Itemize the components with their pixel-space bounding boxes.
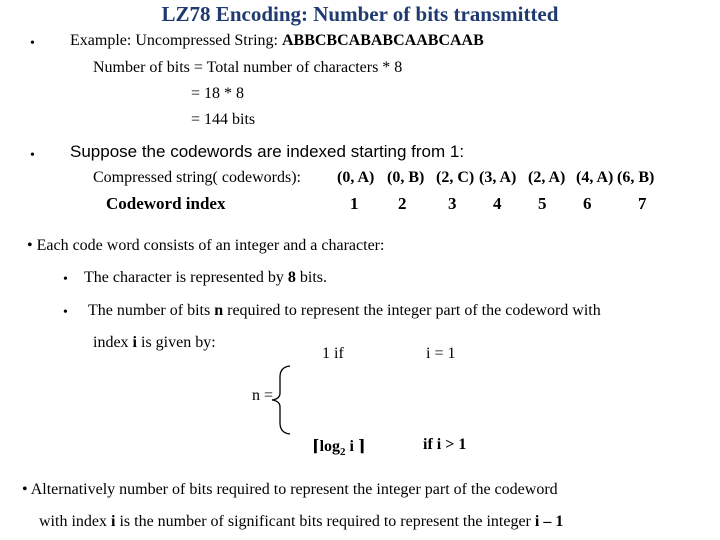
each-codeword-line: • Each code word consists of an integer and a character: bbox=[27, 237, 385, 254]
character-bits-line bbox=[84, 269, 327, 287]
example-string: ABBCBCABABCAABCAAB bbox=[281, 32, 484, 49]
codeword-index: 3 bbox=[448, 194, 457, 213]
case1-condition: i = 1 bbox=[426, 345, 456, 362]
codeword: (0, B) bbox=[387, 169, 425, 186]
var-i: i bbox=[111, 513, 116, 530]
suppose-text: Suppose the codewords are indexed starting from 1: bbox=[70, 142, 465, 161]
bullet: • bbox=[63, 305, 68, 320]
text: is given by: bbox=[137, 334, 216, 351]
codeword: (2, C) bbox=[436, 169, 475, 186]
example-label: Example: Uncompressed String: bbox=[70, 32, 278, 49]
text: bits. bbox=[295, 269, 328, 286]
text: The character is represented by bbox=[84, 269, 288, 286]
n-equals: n = bbox=[252, 387, 274, 404]
case1-value: 1 if bbox=[322, 345, 344, 362]
bullet: • bbox=[30, 148, 35, 163]
alternative-line-1: • Alternatively number of bits required to represent the integer part of the codeword bbox=[22, 481, 558, 498]
integer-bits-line-2 bbox=[93, 334, 216, 352]
i-minus-1: i – 1 bbox=[534, 513, 564, 530]
codeword-index: 5 bbox=[538, 194, 547, 213]
ceil-right: ⌉ bbox=[357, 438, 366, 455]
codeword: (0, A) bbox=[337, 169, 375, 186]
text: required to represent the integer part of the codeword with bbox=[223, 302, 601, 319]
left-brace-icon bbox=[270, 365, 296, 435]
codeword: (6, B) bbox=[617, 169, 655, 186]
text: is the number of significant bits required to represent the integer bbox=[115, 513, 535, 530]
log-text: log bbox=[319, 438, 341, 455]
codeword: (4, A) bbox=[576, 169, 614, 186]
page-title: LZ78 Encoding: Number of bits transmitted bbox=[161, 2, 559, 26]
text: The number of bits bbox=[88, 302, 215, 319]
example-line bbox=[70, 32, 484, 50]
codeword-index: 7 bbox=[638, 194, 647, 213]
text: index bbox=[93, 334, 133, 351]
example-bits-formula: Number of bits = Total number of characters * 8 bbox=[93, 59, 403, 76]
bullet: • bbox=[63, 272, 68, 287]
codeword-index: 2 bbox=[398, 194, 407, 213]
bold-number: 8 bbox=[287, 269, 296, 286]
text: with index bbox=[39, 513, 111, 530]
codeword-index: 4 bbox=[493, 194, 502, 213]
case2-condition: if i > 1 bbox=[423, 436, 467, 453]
log-base: 2 bbox=[340, 446, 346, 459]
example-bits-result: = 144 bits bbox=[191, 111, 256, 128]
bullet: • bbox=[30, 36, 35, 51]
codeword-index-label: Codeword index bbox=[106, 194, 226, 213]
var-i: i bbox=[132, 334, 137, 351]
alternative-line-2 bbox=[39, 513, 563, 531]
ceil-left: ⌈ bbox=[312, 438, 320, 455]
codeword: (2, A) bbox=[528, 169, 566, 186]
codeword: (3, A) bbox=[479, 169, 517, 186]
compressed-label: Compressed string( codewords): bbox=[93, 169, 301, 186]
var-n: n bbox=[214, 302, 224, 319]
codeword-index: 6 bbox=[583, 194, 592, 213]
example-bits-step: = 18 * 8 bbox=[191, 85, 245, 102]
ceil-log-expression bbox=[312, 436, 366, 458]
codeword-index: 1 bbox=[350, 194, 359, 213]
log-arg: i bbox=[345, 438, 358, 455]
integer-bits-line bbox=[88, 302, 601, 320]
